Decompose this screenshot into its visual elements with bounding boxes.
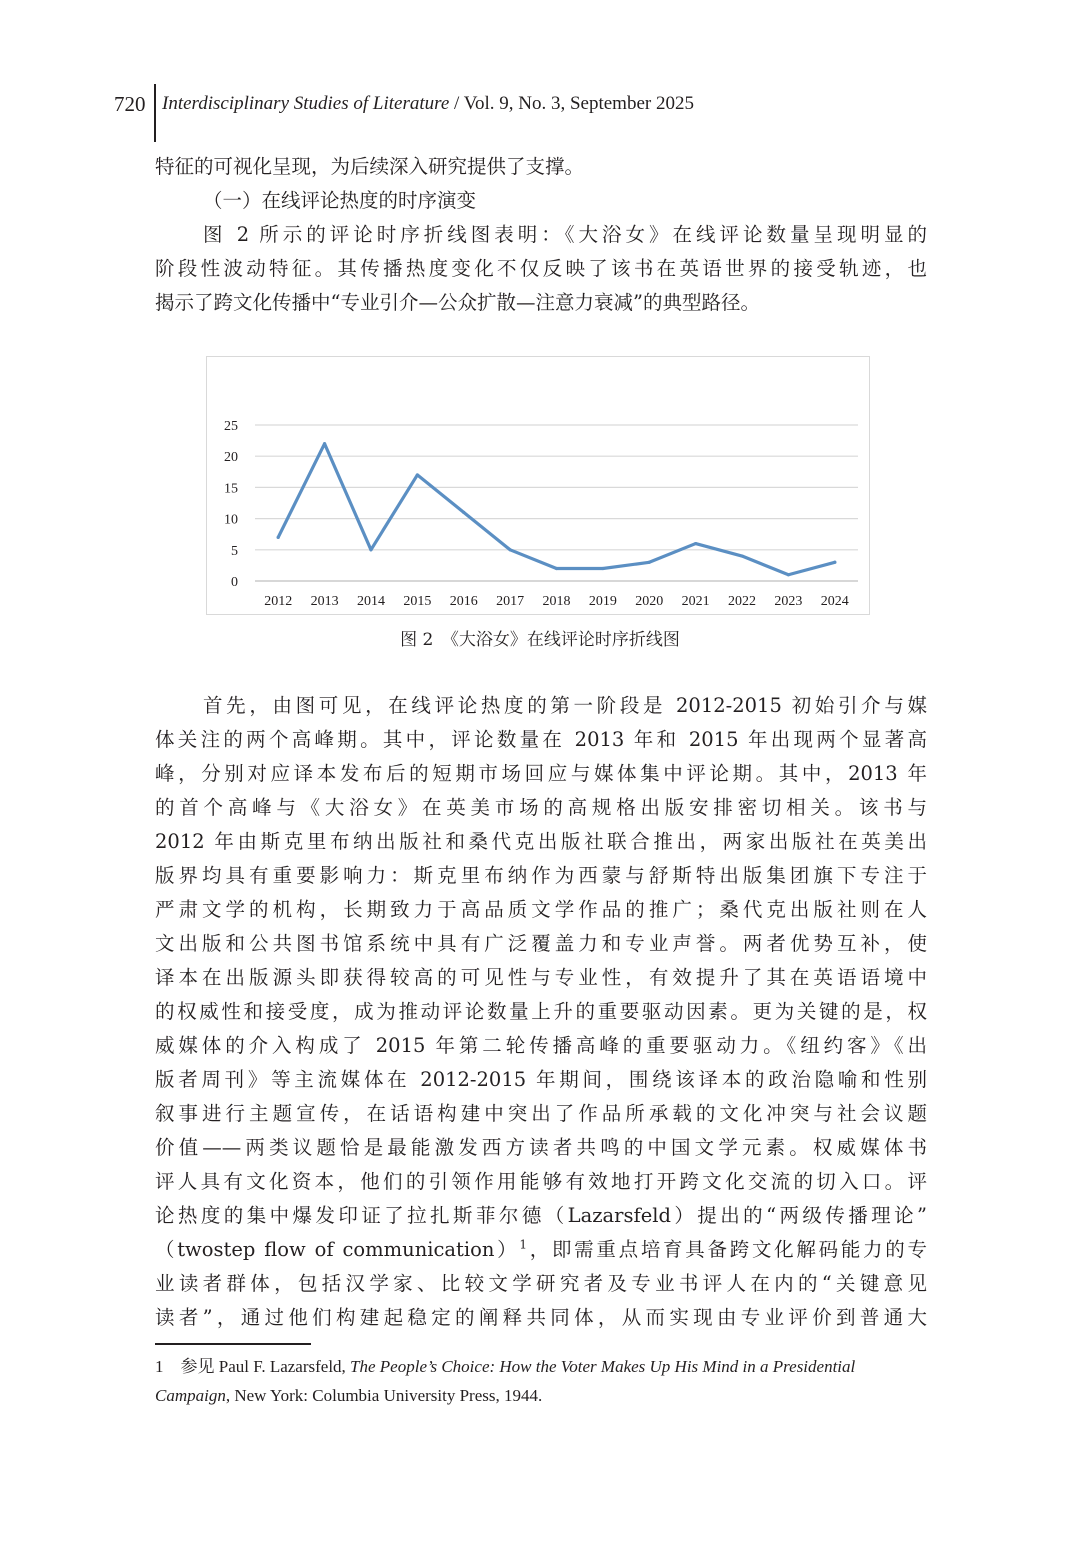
intro-block <box>155 150 927 320</box>
text-line: 版界均具有重要影响力：斯克里布纳作为西蒙与舒斯特出版集团旗下专注于 <box>155 864 927 887</box>
text-span: （twostep flow of communication） <box>155 1238 520 1261</box>
y-tick-label: 5 <box>231 543 238 559</box>
y-tick-label: 15 <box>224 481 238 497</box>
text-line: 译本在出版源头即获得较高的可见性与专业性，有效提升了其在英语语境中 <box>155 966 927 989</box>
data-point <box>323 442 326 445</box>
journal-title: Interdisciplinary Studies of Literature <box>162 93 450 114</box>
body-paragraph <box>155 689 927 1335</box>
line-chart <box>207 357 871 616</box>
footnote-reference[interactable]: 1 <box>519 1237 528 1252</box>
data-point <box>787 573 790 576</box>
footnote-publisher: , New York: Columbia University Press, 1944. <box>225 1386 543 1405</box>
data-point <box>509 548 512 551</box>
text-line: 版者周刊》等主流媒体在 2012-2015 年期间，围绕该译本的政治隐喻和性别 <box>155 1068 927 1091</box>
data-point <box>601 567 604 570</box>
text-span: ，即需重点培育具备跨文化解码能力的专 <box>527 1238 927 1261</box>
text-line: 揭示了跨文化传播中“专业引介—公众扩散—注意力衰减”的典型路径。 <box>155 291 760 314</box>
data-point <box>555 567 558 570</box>
data-point <box>277 536 280 539</box>
x-tick-label: 2024 <box>820 594 849 609</box>
data-point <box>648 561 651 564</box>
x-tick-label: 2018 <box>542 594 571 609</box>
x-tick-label: 2012 <box>264 594 293 609</box>
figure-2-chart <box>206 356 870 615</box>
y-tick-label: 10 <box>224 512 238 528</box>
text-line: 严肃文学的机构，长期致力于高品质文学作品的推广；桑代克出版社则在人 <box>155 898 927 921</box>
text-line: 威媒体的介入构成了 2015 年第二轮传播高峰的重要驱动力。《纽约客》《出 <box>155 1034 927 1057</box>
x-tick-label: 2016 <box>449 594 478 609</box>
journal-citation <box>162 90 694 118</box>
header-divider <box>154 84 156 142</box>
x-tick-label: 2017 <box>496 594 525 609</box>
x-tick-label: 2013 <box>310 594 339 609</box>
data-point <box>369 548 372 551</box>
text-line: 体关注的两个高峰期。其中，评论数量在 2013 年和 2015 年出现两个显著高 <box>155 728 927 751</box>
footnote <box>155 1352 927 1410</box>
journal-issue: / Vol. 9, No. 3, September 2025 <box>449 93 694 114</box>
footnote-prefix: 参见 Paul F. Lazarsfeld, <box>180 1357 351 1376</box>
x-tick-label: 2020 <box>635 594 664 609</box>
y-tick-label: 25 <box>224 419 238 434</box>
x-tick-label: 2023 <box>774 594 803 609</box>
x-tick-label: 2015 <box>403 594 432 609</box>
series-line <box>278 444 835 575</box>
footnote-book-title: The People’s Choice: How the Voter Makes Up His Mind in a Presidential <box>350 1357 856 1376</box>
text-line: 文出版和公共图书馆系统中具有广泛覆盖力和专业声誉。两者优势互补，使 <box>155 932 927 955</box>
page-number: 720 <box>114 92 146 116</box>
data-point <box>462 511 465 514</box>
data-point <box>740 554 743 557</box>
footnote-number: 1 <box>155 1357 164 1376</box>
text-line: 业读者群体，包括汉学家、比较文学研究者及专业书评人在内的“关键意见 <box>155 1272 927 1295</box>
figure-caption: 图 2 《大浴女》在线评论时序折线图 <box>400 630 680 650</box>
x-tick-label: 2021 <box>681 594 710 609</box>
text-line: 的首个高峰与《大浴女》在英美市场的高规格出版安排密切相关。该书与 <box>155 796 927 819</box>
text-line: 阶段性波动特征。其传播热度变化不仅反映了该书在英语世界的接受轨迹，也 <box>155 257 927 280</box>
text-line: 特征的可视化呈现，为后续深入研究提供了支撑。 <box>155 155 585 178</box>
footnote-divider <box>155 1343 311 1345</box>
text-line: 2012 年由斯克里布纳出版社和桑代克出版社联合推出，两家出版社在英美出 <box>155 830 927 853</box>
text-line: 首先，由图可见，在线评论热度的第一阶段是 2012-2015 初始引介与媒 <box>203 694 927 717</box>
x-tick-label: 2019 <box>588 594 617 609</box>
y-tick-label: 20 <box>224 450 238 466</box>
x-tick-label: 2022 <box>728 594 757 609</box>
text-line: 论热度的集中爆发印证了拉扎斯菲尔德（Lazarsfeld）提出的“两级传播理论” <box>155 1204 927 1227</box>
data-point <box>694 542 697 545</box>
data-point <box>416 473 419 476</box>
section-subheading: （一）在线评论热度的时序演变 <box>203 189 477 212</box>
text-line: 读者”，通过他们构建起稳定的阐释共同体，从而实现由专业评价到普通大 <box>155 1306 927 1329</box>
footnote-book-title-cont: Campaign <box>155 1386 226 1405</box>
text-line: 价值——两类议题恰是最能激发西方读者共鸣的中国文学元素。权威媒体书 <box>155 1136 927 1159</box>
text-line: 峰，分别对应译本发布后的短期市场回应与媒体集中评论期。其中，2013 年 <box>155 762 927 785</box>
text-line: 的权威性和接受度，成为推动评论数量上升的重要驱动因素。更为关键的是，权 <box>155 1000 927 1023</box>
text-line: 图 2 所示的评论时序折线图表明：《大浴女》在线评论数量呈现明显的 <box>203 223 927 246</box>
y-tick-label: 0 <box>231 575 238 590</box>
data-point <box>833 561 836 564</box>
text-line: 叙事进行主题宣传，在话语构建中突出了作品所承载的文化冲突与社会议题 <box>155 1102 927 1125</box>
text-line: 评人具有文化资本，他们的引领作用能够有效地打开跨文化交流的切入口。评 <box>155 1170 927 1193</box>
x-tick-label: 2014 <box>356 594 385 609</box>
text-line <box>155 1233 927 1267</box>
